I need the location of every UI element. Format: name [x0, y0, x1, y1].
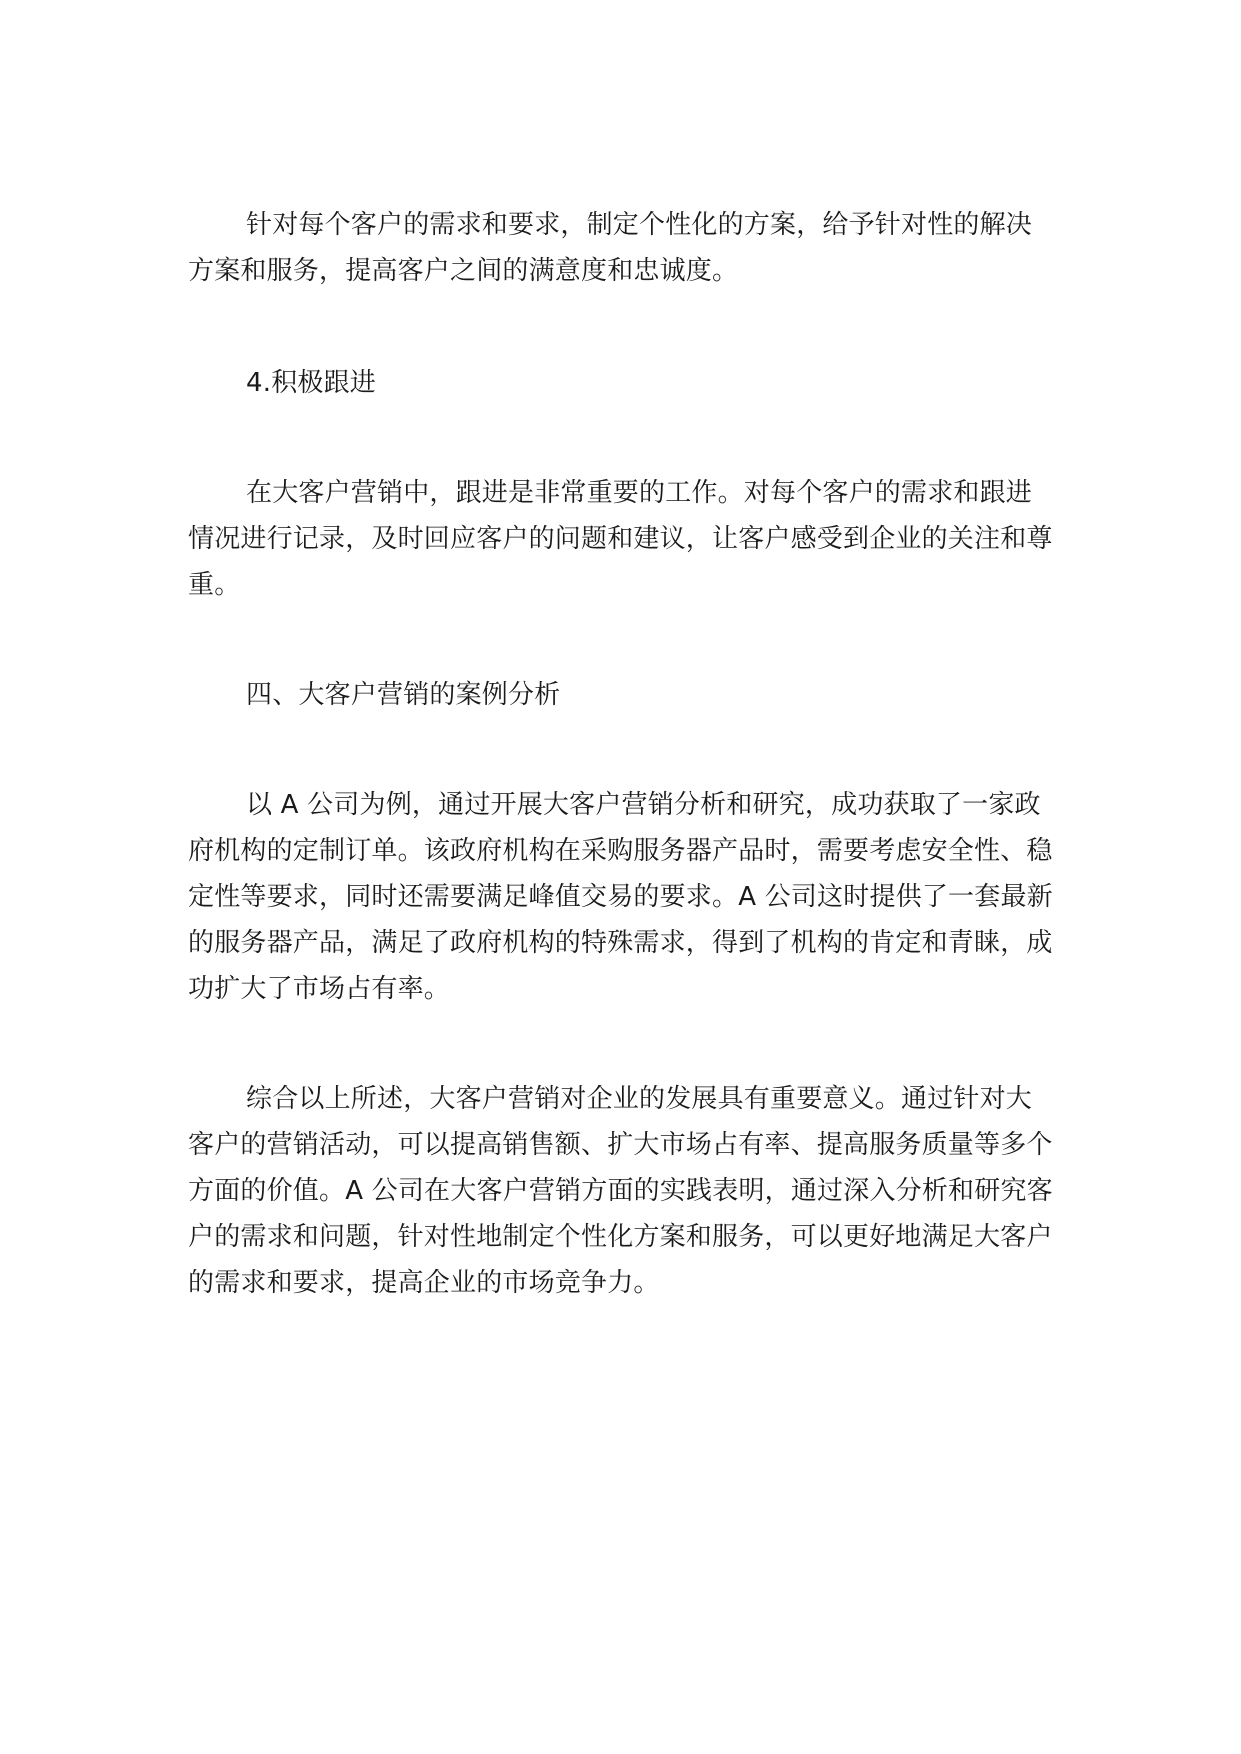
paragraph-conclusion: 综合以上所述，大客户营销对企业的发展具有重要意义。通过针对大客户的营销活动，可以提高销售额、扩大市场占有率、提高服务质量等多个方面的价值。A 公司在大客户营销方面的实践表明，通过深入分析和研究客户的需求和问题，针对性地制定个性化方案和服务，可以更好地满足大客户的需求和要求，提高企业的市场竞争力。 [188, 1084, 1053, 1298]
paragraph-follow-up: 在大客户营销中，跟进是非常重要的工作。对每个客户的需求和跟进情况进行记录，及时回应客户的问题和建议，让客户感受到企业的关注和尊重。 [188, 478, 1053, 600]
paragraph-case-study: 以 A 公司为例，通过开展大客户营销分析和研究，成功获取了一家政府机构的定制订单。该政府机构在采购服务器产品时，需要考虑安全性、稳定性等要求，同时还需要满足峰值交易的要求。A 公司这时提供了一套最新的服务器产品，满足了政府机构的特殊需求，得到了机构的肯定和青睐，成功扩大了市场占有率。 [188, 790, 1053, 1004]
section-heading-follow-up: 4.积极跟进 [246, 368, 377, 398]
paragraph-personalized-solutions: 针对每个客户的需求和要求，制定个性化的方案，给予针对性的解决方案和服务，提高客户之间的满意度和忠诚度。 [188, 210, 1033, 286]
section-heading-case-analysis: 四、大客户营销的案例分析 [246, 680, 561, 710]
document-body [188, 202, 1056, 1306]
